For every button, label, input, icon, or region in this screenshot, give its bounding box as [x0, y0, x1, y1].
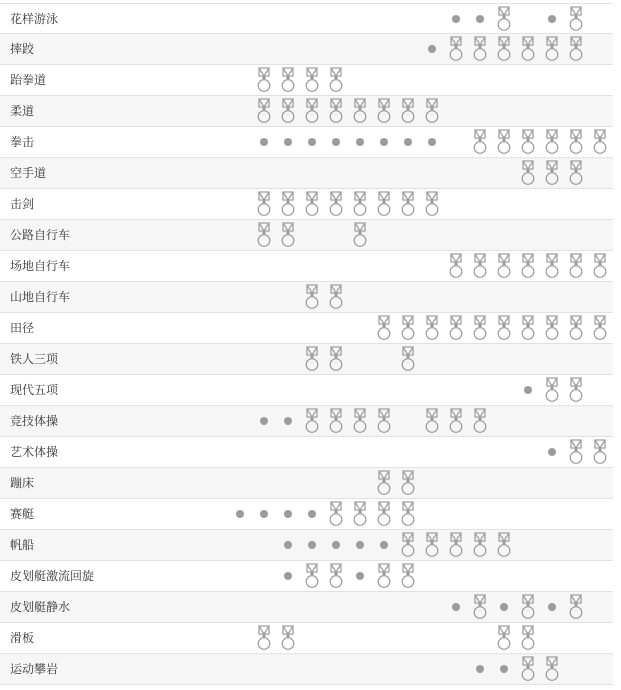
medal-icon [588, 437, 612, 468]
schedule-row [0, 468, 613, 499]
event-day-dot [492, 592, 516, 623]
event-day-dot [420, 127, 444, 158]
medal-icon [300, 189, 324, 220]
dot-shape [380, 138, 388, 146]
dot-shape [428, 138, 436, 146]
sport-label: 现代五项 [10, 383, 59, 397]
sport-label: 竞技体操 [10, 414, 59, 428]
sport-label: 蹦床 [10, 476, 35, 490]
schedule-row [0, 375, 613, 406]
event-day-dot [348, 127, 372, 158]
medal-icon [492, 313, 516, 344]
medal-icon [324, 96, 348, 127]
medal-icon [396, 499, 420, 530]
event-day-dot [300, 499, 324, 530]
sport-label: 赛艇 [10, 507, 35, 521]
dot-shape [548, 15, 556, 23]
medal-icon [516, 592, 540, 623]
schedule-row [0, 561, 613, 592]
medal-icon [372, 561, 396, 592]
dot-shape [356, 541, 364, 549]
medal-icon [276, 189, 300, 220]
schedule-row [0, 189, 613, 220]
medal-icon [348, 96, 372, 127]
medal-icon [300, 96, 324, 127]
event-day-dot [276, 561, 300, 592]
event-day-dot [276, 406, 300, 437]
dot-shape [236, 510, 244, 518]
medal-icon [300, 561, 324, 592]
medal-icon [372, 313, 396, 344]
medal-icon [348, 189, 372, 220]
sport-label: 摔跤 [10, 42, 35, 56]
event-day-dot [300, 530, 324, 561]
dot-shape [524, 386, 532, 394]
medal-icon [444, 34, 468, 65]
event-day-dot [276, 127, 300, 158]
schedule-row [0, 34, 613, 65]
dot-shape [380, 541, 388, 549]
event-day-dot [372, 127, 396, 158]
dot-shape [284, 541, 292, 549]
medal-icon [300, 282, 324, 313]
event-day-dot [228, 499, 252, 530]
medal-icon [372, 189, 396, 220]
medal-icon [516, 313, 540, 344]
event-day-dot [252, 406, 276, 437]
medal-icon [468, 530, 492, 561]
medal-icon [324, 499, 348, 530]
medal-icon [588, 127, 612, 158]
dot-shape [308, 510, 316, 518]
schedule-row [0, 158, 613, 189]
medal-icon [396, 530, 420, 561]
medal-icon [468, 592, 492, 623]
sport-label: 公路自行车 [10, 228, 71, 242]
medal-icon [516, 158, 540, 189]
medal-icon [252, 189, 276, 220]
medal-icon [492, 530, 516, 561]
medal-icon [252, 220, 276, 251]
medal-icon [516, 127, 540, 158]
medal-icon [588, 313, 612, 344]
dot-shape [284, 572, 292, 580]
medal-icon [252, 623, 276, 654]
dot-shape [260, 417, 268, 425]
event-day-dot [492, 654, 516, 685]
medal-icon [516, 623, 540, 654]
event-day-dot [396, 127, 420, 158]
medal-icon [564, 4, 588, 35]
sport-label: 运动攀岩 [10, 662, 59, 676]
medal-icon [564, 437, 588, 468]
medal-icon [468, 406, 492, 437]
schedule-row [0, 313, 613, 344]
medal-icon [492, 251, 516, 282]
event-day-dot [276, 499, 300, 530]
dot-shape [332, 541, 340, 549]
sport-label: 跆拳道 [10, 73, 47, 87]
medal-icon [252, 65, 276, 96]
dot-shape [476, 15, 484, 23]
event-day-dot [372, 530, 396, 561]
medal-icon [396, 189, 420, 220]
medal-icon [564, 127, 588, 158]
dot-shape [548, 448, 556, 456]
medal-icon [516, 654, 540, 685]
medal-icon [396, 561, 420, 592]
schedule-row [0, 623, 613, 654]
medal-icon [516, 34, 540, 65]
sport-label: 铁人三项 [10, 352, 59, 366]
medal-icon [420, 530, 444, 561]
dot-shape [500, 603, 508, 611]
medal-icon [492, 127, 516, 158]
sport-label: 田径 [10, 321, 35, 335]
medal-icon [420, 96, 444, 127]
medal-icon [324, 189, 348, 220]
medal-icon [564, 158, 588, 189]
schedule-row [0, 406, 613, 437]
medal-icon [372, 96, 396, 127]
dot-shape [284, 417, 292, 425]
medal-icon [564, 251, 588, 282]
dot-shape [260, 510, 268, 518]
dot-shape [476, 665, 484, 673]
medal-icon [468, 34, 492, 65]
sport-label: 皮划艇激流回旋 [10, 569, 95, 583]
medal-icon [468, 251, 492, 282]
schedule-row [0, 654, 613, 685]
medal-icon [300, 406, 324, 437]
medal-icon [348, 499, 372, 530]
medal-icon [276, 96, 300, 127]
medal-icon [348, 220, 372, 251]
event-day-dot [540, 4, 564, 35]
schedule-row [0, 282, 613, 313]
event-day-dot [324, 127, 348, 158]
event-day-dot [348, 530, 372, 561]
medal-icon [540, 127, 564, 158]
event-day-dot [276, 530, 300, 561]
dot-shape [356, 572, 364, 580]
schedule-row [0, 96, 613, 127]
schedule-row [0, 127, 613, 158]
sport-label: 艺术体操 [10, 445, 59, 459]
medal-icon [300, 65, 324, 96]
medal-icon [444, 530, 468, 561]
medal-icon [564, 313, 588, 344]
medal-icon [540, 34, 564, 65]
dot-shape [308, 138, 316, 146]
sport-label: 拳击 [10, 135, 35, 149]
medal-icon [540, 313, 564, 344]
dot-shape [452, 603, 460, 611]
medal-icon [492, 4, 516, 35]
medal-icon [444, 313, 468, 344]
medal-icon [276, 220, 300, 251]
event-day-dot [516, 375, 540, 406]
medal-icon [540, 375, 564, 406]
medal-icon [420, 189, 444, 220]
schedule-row [0, 220, 613, 251]
medal-icon [372, 468, 396, 499]
event-day-dot [324, 530, 348, 561]
dot-shape [548, 603, 556, 611]
sport-label: 帆船 [10, 538, 35, 552]
sport-label: 皮划艇静水 [10, 600, 71, 614]
sport-label: 空手道 [10, 166, 47, 180]
dot-shape [284, 510, 292, 518]
medal-icon [324, 561, 348, 592]
sport-label: 山地自行车 [10, 290, 71, 304]
medal-icon [444, 406, 468, 437]
event-day-dot [252, 499, 276, 530]
medal-icon [564, 34, 588, 65]
sport-label: 花样游泳 [10, 12, 59, 26]
dot-shape [332, 138, 340, 146]
medal-icon [420, 313, 444, 344]
medal-icon [516, 251, 540, 282]
event-day-dot [420, 34, 444, 65]
dot-shape [284, 138, 292, 146]
medal-icon [372, 406, 396, 437]
schedule-row [0, 592, 613, 623]
dot-shape [404, 138, 412, 146]
event-day-dot [252, 127, 276, 158]
medal-icon [540, 654, 564, 685]
medal-icon [276, 65, 300, 96]
medal-icon [492, 623, 516, 654]
medal-icon [276, 623, 300, 654]
medal-icon [420, 406, 444, 437]
event-day-dot [444, 592, 468, 623]
sport-label: 柔道 [10, 104, 35, 118]
medal-icon [396, 344, 420, 375]
medal-icon [492, 34, 516, 65]
sport-label: 击剑 [10, 197, 35, 211]
schedule-row [0, 3, 613, 34]
event-day-dot [300, 127, 324, 158]
medal-icon [540, 158, 564, 189]
medal-icon [444, 251, 468, 282]
medal-icon [396, 468, 420, 499]
medal-icon [348, 406, 372, 437]
medal-icon [300, 344, 324, 375]
dot-shape [356, 138, 364, 146]
event-day-dot [468, 4, 492, 35]
dot-shape [260, 138, 268, 146]
event-day-dot [348, 561, 372, 592]
medal-icon [564, 375, 588, 406]
schedule-row [0, 65, 613, 96]
medal-icon [540, 251, 564, 282]
event-day-dot [540, 437, 564, 468]
schedule-row [0, 251, 613, 282]
event-day-dot [540, 592, 564, 623]
schedule-row [0, 437, 613, 468]
event-day-dot [444, 4, 468, 35]
medal-icon [324, 406, 348, 437]
schedule-row [0, 499, 613, 530]
medal-icon [468, 127, 492, 158]
schedule-row [0, 344, 613, 375]
medal-icon [324, 344, 348, 375]
medal-icon [396, 313, 420, 344]
medal-icon [324, 65, 348, 96]
medal-icon [588, 251, 612, 282]
medal-icon [372, 499, 396, 530]
medal-icon [564, 592, 588, 623]
medal-icon [324, 282, 348, 313]
dot-shape [428, 45, 436, 53]
dot-shape [308, 541, 316, 549]
medal-icon [396, 96, 420, 127]
sport-label: 场地自行车 [10, 259, 71, 273]
schedule-row [0, 530, 613, 561]
medal-icon [252, 96, 276, 127]
dot-shape [452, 15, 460, 23]
medal-icon [468, 313, 492, 344]
dot-shape [500, 665, 508, 673]
sport-label: 滑板 [10, 631, 35, 645]
event-day-dot [468, 654, 492, 685]
